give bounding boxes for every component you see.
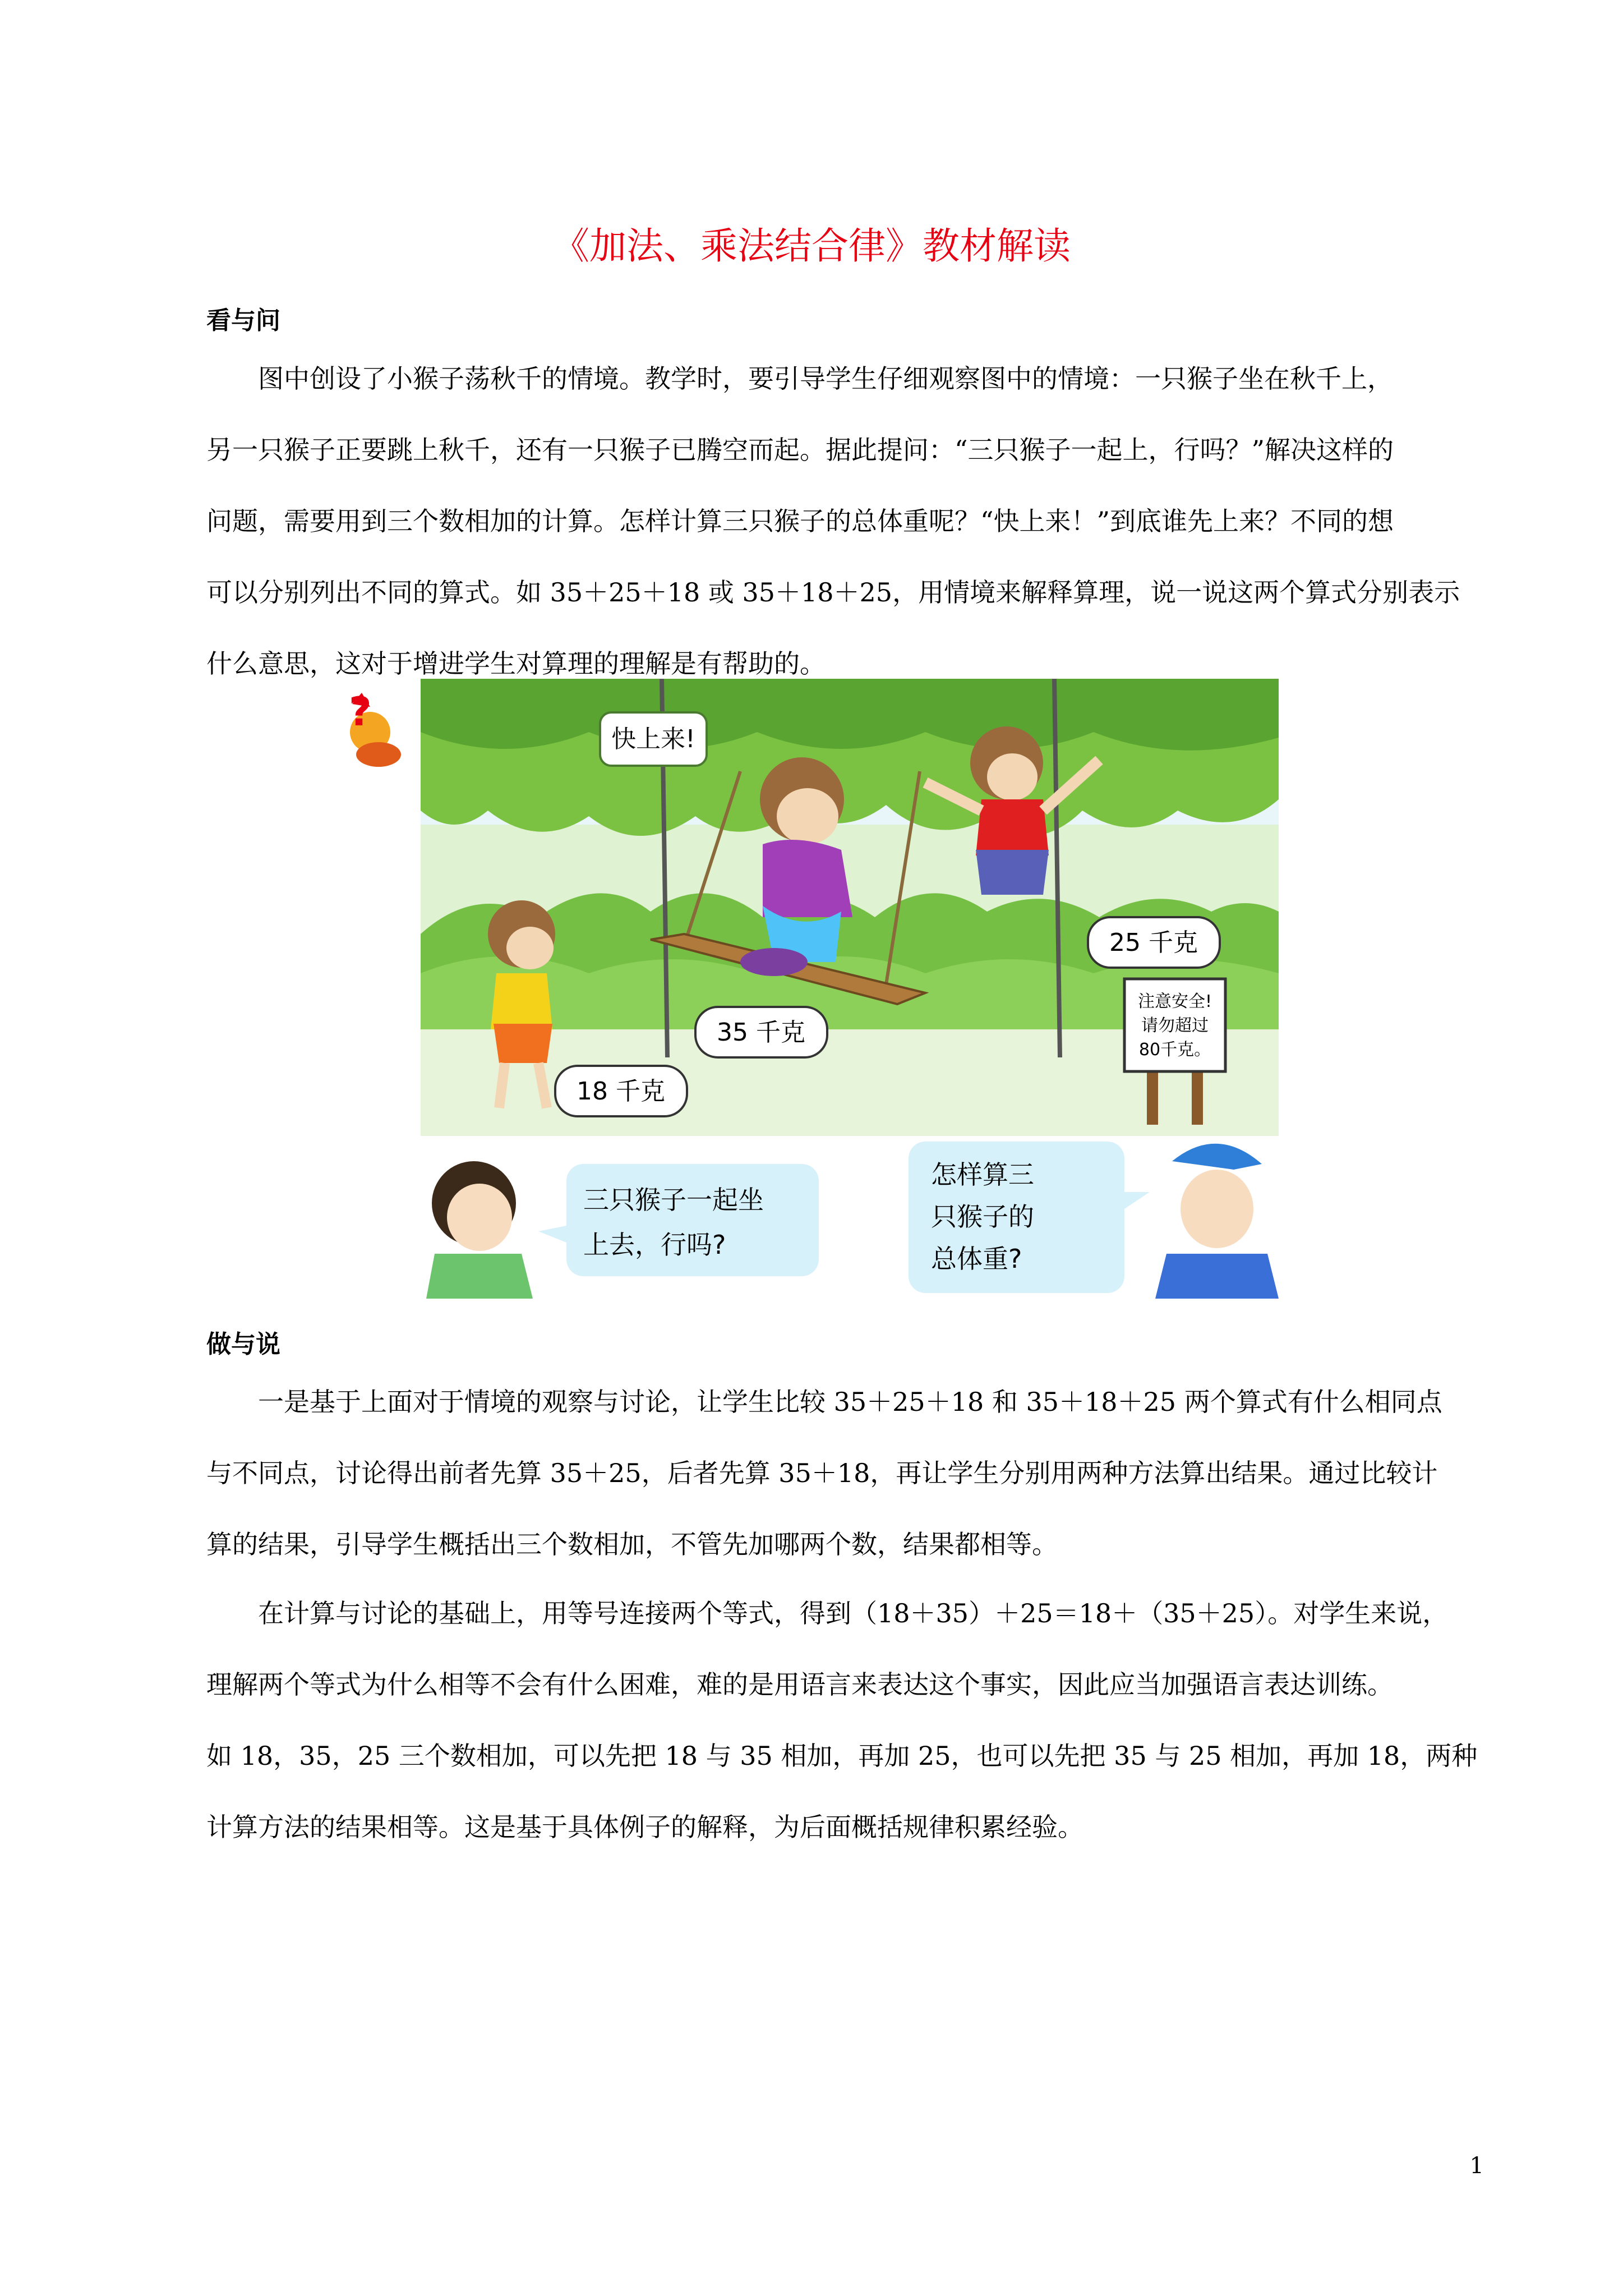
speech-text-hurry: 快上来! [611, 725, 695, 753]
svg-text:?: ? [349, 689, 372, 735]
para-line: 算的结果，引导学生概括出三个数相加，不管先加哪两个数，结果都相等。 [206, 1529, 1058, 1559]
svg-text:注意安全!: 注意安全! [1137, 992, 1212, 1011]
svg-text:总体重?: 总体重? [931, 1244, 1022, 1274]
svg-text:35 千克: 35 千克 [717, 1018, 805, 1047]
svg-text:80千克。: 80千克。 [1138, 1040, 1211, 1060]
section-heading-look-ask: 看与问 [206, 306, 280, 335]
para-line: 什么意思，这对于增进学生对算理的理解是有帮助的。 [206, 648, 826, 679]
svg-text:三只猴子一起坐: 三只猴子一起坐 [583, 1185, 764, 1215]
svg-text:25 千克: 25 千克 [1109, 928, 1198, 957]
svg-text:18 千克: 18 千克 [577, 1077, 665, 1106]
para-line: 问题，需要用到三个数相加的计算。怎样计算三只猴子的总体重呢？“快上来！”到底谁先上来？不同的想 [206, 506, 1394, 536]
para-line: 与不同点，讨论得出前者先算 35＋25，后者先算 35＋18，再让学生分别用两种方法算出结果。通过比较计 [206, 1458, 1438, 1488]
section2-paragraph-1 [206, 1366, 1488, 1580]
para-line: 一是基于上面对于情境的观察与讨论，让学生比较 35＋25＋18 和 35＋18＋25 两个算式有什么相同点 [206, 1387, 1442, 1417]
weight-label-35 [695, 1007, 827, 1057]
girl-speech-bubble [538, 1164, 819, 1276]
svg-text:上去，行吗?: 上去，行吗? [583, 1230, 726, 1260]
para-line: 另一只猴子正要跳上秋千，还有一只猴子已腾空而起。据此提问：“三只猴子一起上，行吗？”解决这样的 [206, 435, 1394, 465]
para-line: 理解两个等式为什么相等不会有什么困难，难的是用语言来表达这个事实，因此应当加强语言表达训练。 [206, 1669, 1393, 1700]
para-line: 可以分别列出不同的算式。如 35＋25＋18 或 35＋18＋25，用情境来解释算理，说一说这两个算式分别表示 [206, 577, 1460, 608]
para-line: 图中创设了小猴子荡秋千的情境。教学时，要引导学生仔细观察图中的情境：一只猴子坐在秋千上， [206, 364, 1393, 394]
document-title: 《加法、乘法结合律》教材解读 [552, 224, 1071, 268]
svg-text:只猴子的: 只猴子的 [931, 1202, 1034, 1232]
section1-paragraph [206, 343, 1488, 700]
boy-speech-bubble [909, 1142, 1150, 1293]
page-number: 1 [1469, 2153, 1484, 2179]
svg-text:请勿超过: 请勿超过 [1141, 1016, 1209, 1036]
monkey-swing-illustration [336, 670, 1279, 1299]
para-line: 计算方法的结果相等。这是基于具体例子的解释，为后面概括规律积累经验。 [206, 1812, 1083, 1842]
girl-character [426, 1161, 533, 1299]
speech-bubble-hurry [600, 712, 707, 766]
svg-text:怎样算三: 怎样算三 [931, 1159, 1034, 1190]
para-line: 在计算与讨论的基础上，用等号连接两个等式，得到（18＋35）＋25＝18＋（35＋25）。对学生来说， [206, 1598, 1449, 1628]
section-heading-do-say: 做与说 [206, 1330, 280, 1359]
para-line: 如 18，35，25 三个数相加，可以先把 18 与 35 相加，再加 25，也可以先把 35 与 25 相加，再加 18，两种 [206, 1741, 1478, 1771]
weight-label-18 [555, 1066, 687, 1116]
section2-paragraph-2 [206, 1578, 1488, 1863]
mascot-icon [349, 689, 401, 767]
boy-character [1155, 1144, 1279, 1299]
weight-label-25 [1088, 917, 1220, 968]
